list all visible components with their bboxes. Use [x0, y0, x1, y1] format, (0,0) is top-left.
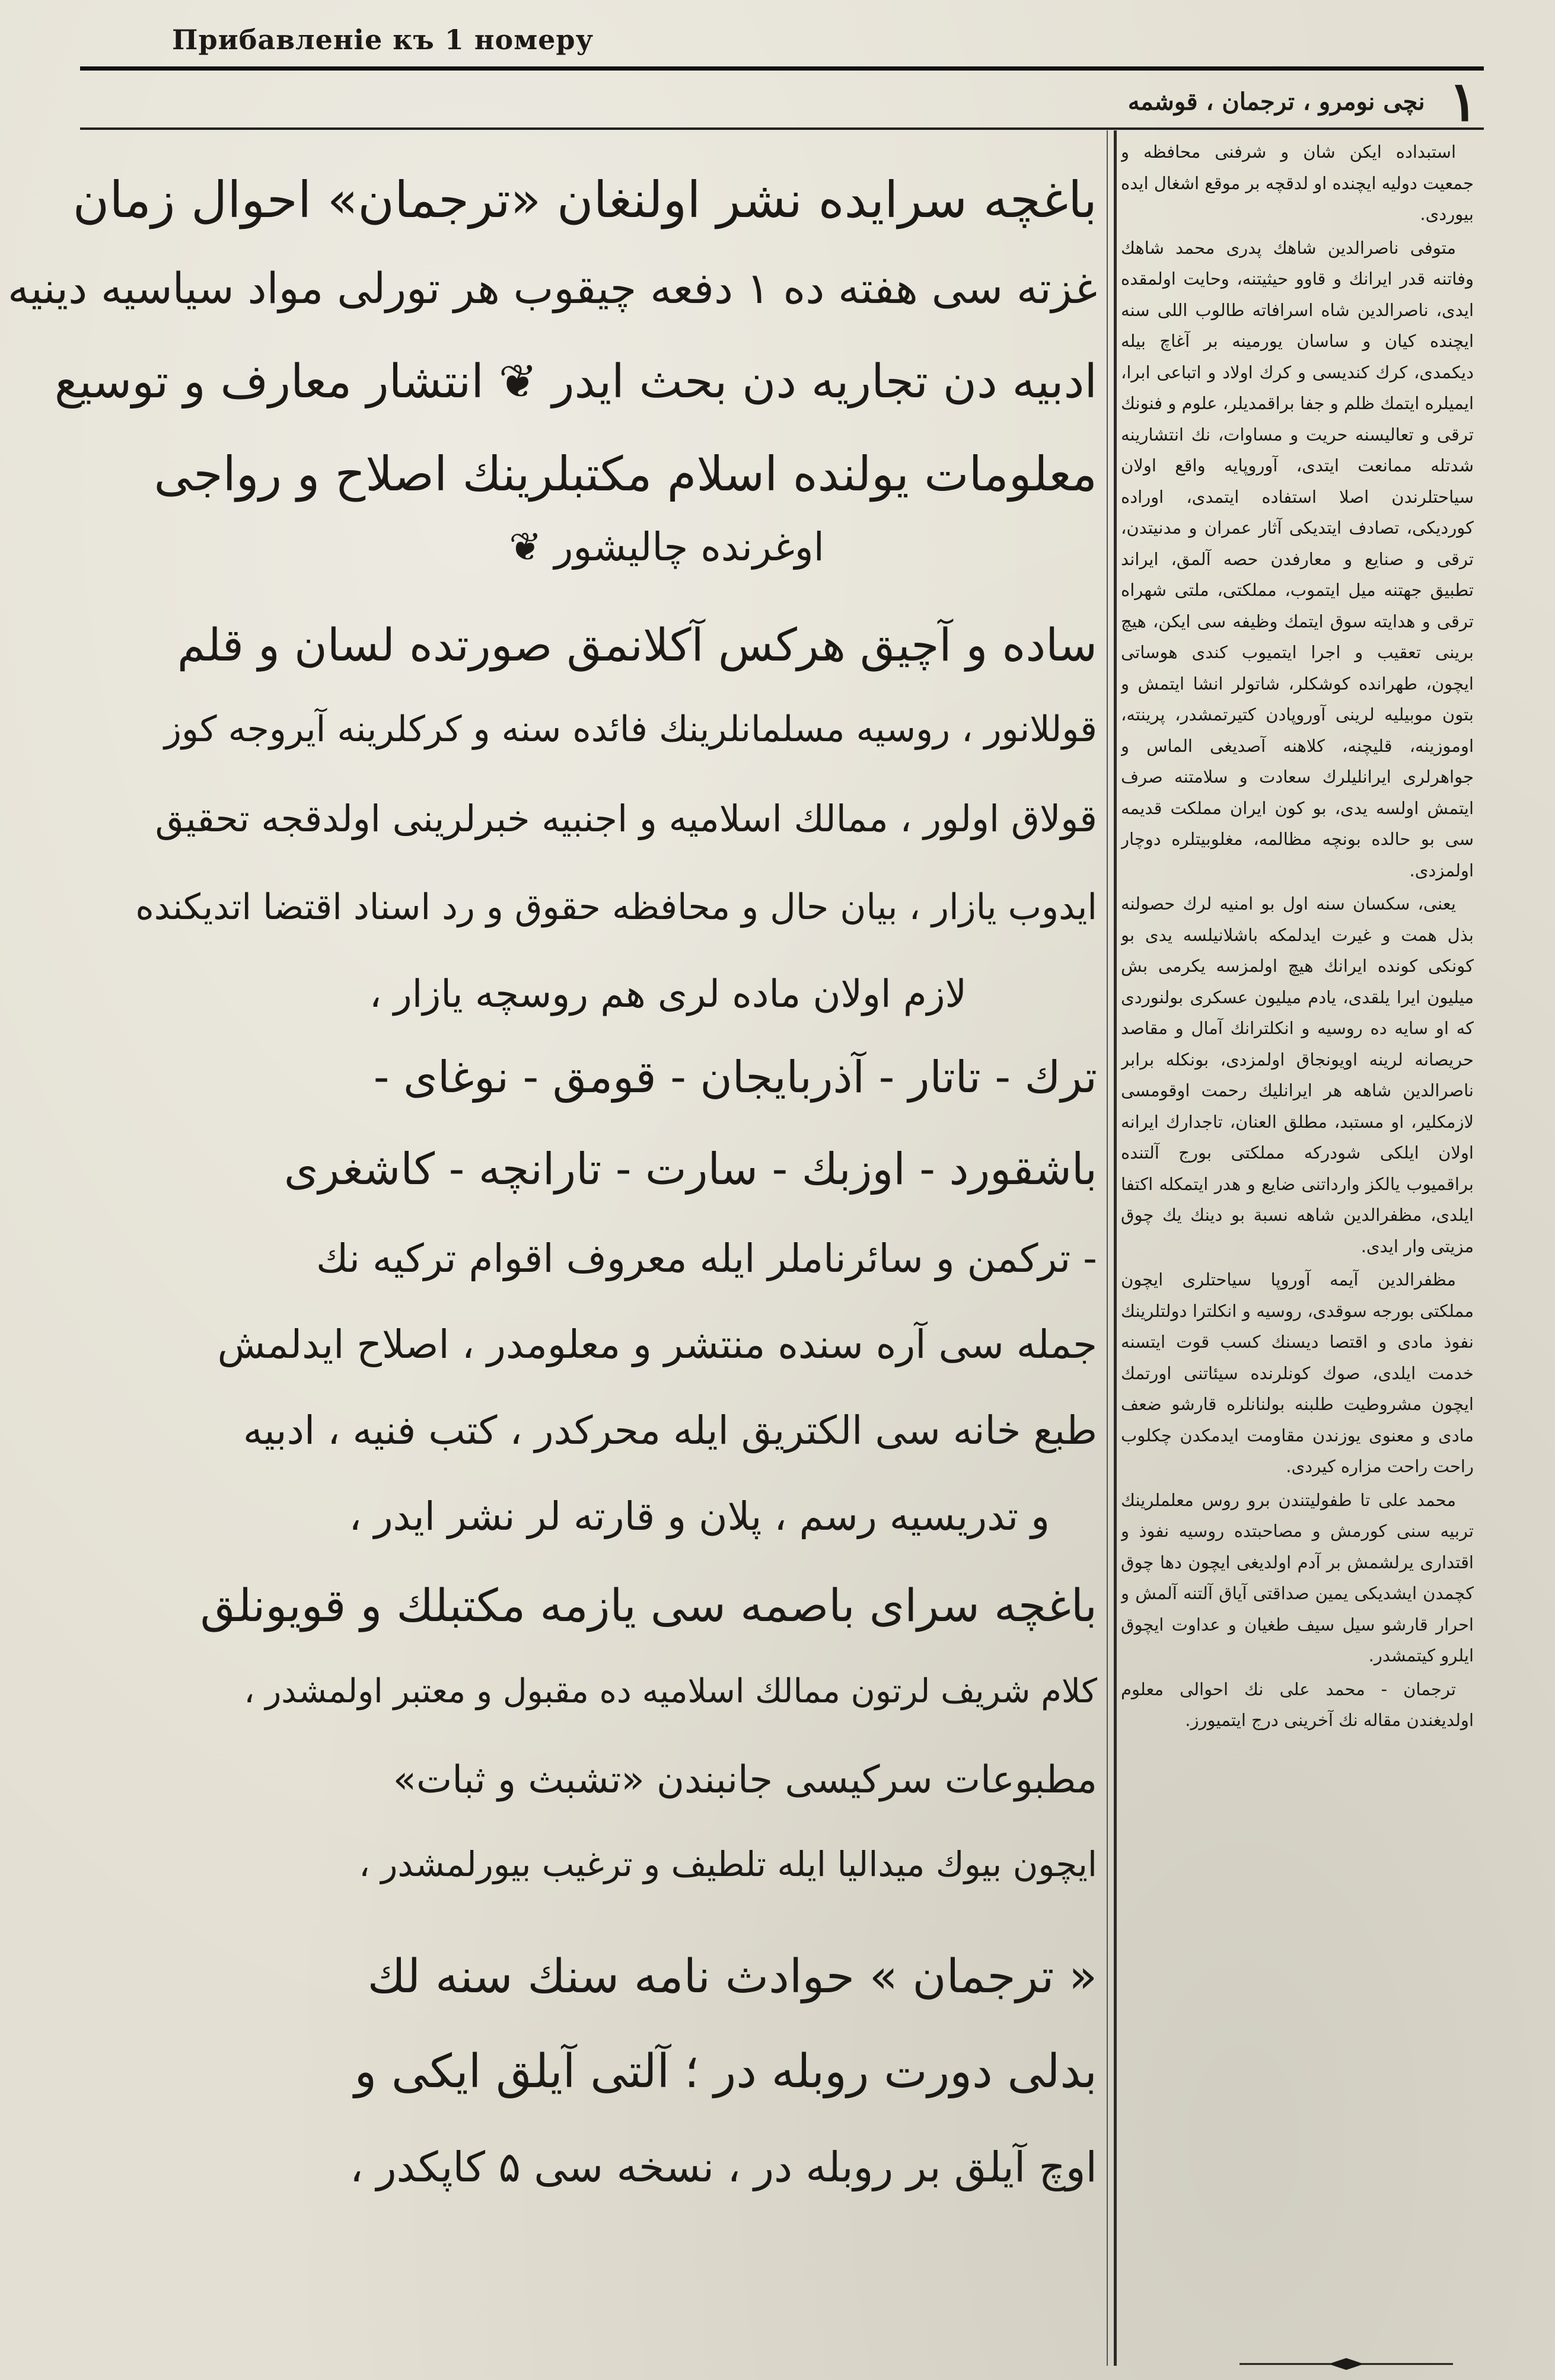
announcement-line: - ترکمن و سائرناملر ایله معروف اقوام ترکیه نك — [316, 1236, 1097, 1281]
announcement-column — [7, 139, 1097, 2345]
article-paragraph: محمد علی تا طفولیتندن برو روس معلملرینك تربیه سنی کورمش و مصاحبتده روسیه نفوذ و اقتداری یرلشمش بر آدم اولدیغی ایچون دها چوق کچمدن ایشدیکی یمین صداقتی آیاق آلتنه آلمش و احرار قارشو سیل سیف طغیان و عداوت ایچوق ایلرو کیتمشدر. — [1121, 1489, 1474, 1666]
announcement-line: ایدوب یازار ، بیان حال و محافظه حقوق و رد اسناد اقتضا اتدیکنده — [135, 886, 1097, 928]
end-ornament — [1239, 2355, 1453, 2373]
announcement-line: باغچه سرای باصمه سی یازمه مکتبلك و قویونلق — [200, 1579, 1097, 1632]
announcement-line: ادبیه دن تجاریه دن بحث ایدر ❦ انتشار معارف و توسیع — [54, 355, 1097, 409]
folio-rule — [80, 127, 1484, 130]
article-paragraph: متوفی ناصرالدین شاهك پدری محمد شاهك وفاتنه قدر ایرانك و قاوو حیثیتنه، وحایت اولمقده ایدی، ناصرالدین شاه اسرافاته طالوب اللی سنه ایچنده کیان و ساسان یورمینه بر آغاچ بیله دیکمدی، کرك کندیسی و کرك اولاد و اتباعی ابرا، ایمیلره ایتمك ظلم و جفا براقمدیلر، علوم و فنونك ترقی و تعالیسنه حریت و مساوات، نك انتشارینه شدتله ممانعت ایتدی، آوروپایه واقع اولان سیاحتلرندن اصلا استفاده ایتمدی، اوراده کوردیکی، تصادف ایتدیکی آثار عمران و مدنیتدن، ترقی و صنایع و معارفدن حصه آلمق، ایراند تطبیق جهتنه میل ایتموب، مملکتی، ملتی شهراه ترقی و هدایته سوق ایتمك وظیفه سی ایکن، هیچ برینی تعقیب و اجرا ایتمیوب کندی هوساتی ایچون، طهرانده کوشکلر، شاتولر انشا ایتمش و بتون موبیلیه لرینی آوروپادن کتیرتمشدر، پرینته، اوموزینه، قلیچنه، کلاهنه آصدیغی الماس و جواهرلری ایرانلیلرك سعادت و سلامتنه صرف ایتمش اولسه یدی، بو کون ایران مملکت قدیمه سی بو حالده بونچه مظالمه، مغلوبیتلره دوچار اولمزدی. — [1121, 237, 1474, 880]
article-paragraph: ترجمان - محمد علی نك احوالی معلوم اولدیغندن مقاله نك آخرینی درج ایتمیورز. — [1121, 1679, 1474, 1730]
header-rule — [80, 66, 1484, 71]
folio-text: نچی نومرو ، ترجمان ، قوشمه — [1127, 87, 1425, 116]
announcement-line: اوغرنده چالیشور ❦ — [509, 524, 824, 570]
announcement-line: بدلی دورت روبله در ؛ آلتی آیلق ایکی و — [354, 2045, 1097, 2098]
announcement-line: باغچه سرایده نشر اولنغان «ترجمان» احوال زمان — [72, 171, 1097, 229]
folio-line — [1127, 69, 1478, 133]
column-rule — [1107, 130, 1108, 2366]
announcement-line: باشقورد - اوزبك - سارت - تارانچه - کاشغری — [283, 1144, 1097, 1195]
announcement-line: « ترجمان » حوادث نامه سنك سنه لك — [367, 1950, 1097, 2003]
announcement-line: معلومات یولنده اسلام مکتبلرینك اصلاح و رواجی — [154, 446, 1097, 502]
announcement-line: مطبوعات سرکیسی جانبندن «تشبث و ثبات» — [393, 1758, 1097, 1802]
supplement-note: Прибавленіе къ 1 номеру — [172, 24, 594, 56]
article-paragraph: یعنی، سکسان سنه اول بو امنیه لرك حصولنه بذل همت و غیرت ایدلمکه باشلانیلسه یدی بو کونکی کونده ایرانك هیچ اولمزسه یکرمی بش میلیون ایرا یلقدی، یادم میلیون عسکری بولنوردی که او سایه ده روسیه و انکلترانك آمال و مقاصد حریصانه لرینه اویونجاق اولمزدی، بونکله برابر ناصرالدین شاهه هر ایرانلیك رحمت اوقومسی لازمکلیر، او مستبد، مطلق العنان، تاجدارك ایرانه اولان ایلکی شودرکه مملکتی بورج آلتنده براقمیوب یالکز وارداتنی ضایع و هدر ایتمکله اکتفا ایلدی، مظفرالدین شاهه نسبة بو دینك یك چوق مزیتی وار ایدی. — [1121, 894, 1474, 1256]
announcement-line: و تدریسیه رسم ، پلان و قارته لر نشر ایدر ، — [349, 1494, 1050, 1539]
announcement-line: غزته سی هفته ده ۱ دفعه چیقوب هر تورلی مواد سیاسیه دینیه — [7, 263, 1097, 313]
announcement-line: قوللانور ، روسیه مسلمانلرینك فائده سنه و کرکلرینه آیروجه کوز — [164, 709, 1097, 750]
announcement-line: اوچ آیلق بر روبله در ، نسخه سی ۵ کاپکدر ، — [349, 2143, 1097, 2191]
column-rule — [1114, 130, 1117, 2366]
announcement-line: جمله سی آره سنده منتشر و معلومدر ، اصلاح ایدلمش — [217, 1322, 1097, 1367]
page-number: ١ — [1448, 69, 1478, 133]
announcement-line: قولاق اولور ، ممالك اسلامیه و اجنبیه خبرلرینی اولدقجه تحقیق — [155, 797, 1097, 840]
announcement-line: ساده و آچیق هرکس آکلانمق صورتده لسان و قلم — [177, 618, 1097, 671]
announcement-line: طبع خانه سی الکتریق ایله محرکدر ، کتب فنیه ، ادبیه — [243, 1408, 1097, 1453]
article-paragraph: مظفرالدین آیمه آوروپا سیاحتلری ایچون مملکتی بورجه سوقدی، روسیه و انکلترا دولتلرینك نفوذ مادی و اقتصا دیسنك کسب قوت ایتسنه خدمت ایلدی، صوك کونلرنده سیئاتنی اورتمك ایچون مشروطیت طلبنه بولنانلره قارشو ضعف مادی و معنوی یوزندن مقاومت ایدمکدن چکلوب راحت راحت مزاره کیردی. — [1121, 1269, 1474, 1476]
announcement-line: ترك - تاتار - آذربایجان - قومق - نوغای - — [373, 1052, 1097, 1103]
announcement-line: لازم اولان ماده لری هم روسچه یازار ، — [369, 972, 967, 1016]
article-column — [1121, 136, 1474, 2330]
announcement-line: کلام شریف لرتون ممالك اسلامیه ده مقبول و معتبر اولمشدر ، — [244, 1672, 1097, 1711]
announcement-line: ایچون بیوك میدالیا ایله تلطیف و ترغیب بیورلمشدر ، — [359, 1844, 1097, 1884]
article-paragraph: استبداده ایکن شان و شرفنی محافظه و جمعیت دولیه ایچنده او لدقچه بر موقع اشغال ایده بیوردی. — [1121, 142, 1474, 224]
